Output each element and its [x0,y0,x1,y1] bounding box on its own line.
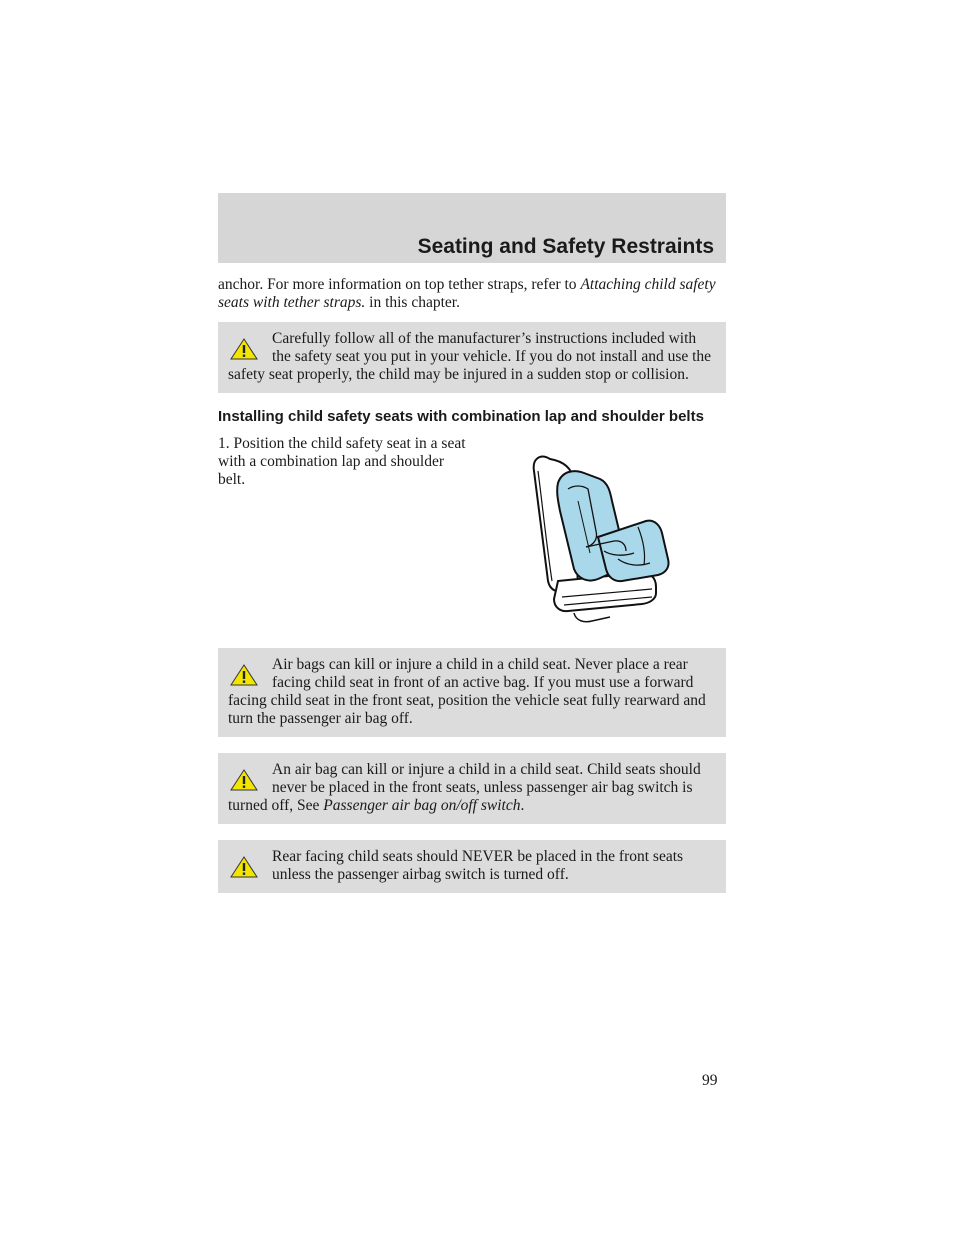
step-1 [218,435,726,600]
warning-text-before: An air bag can kill or injure a child in a child seat. Child seats should never be placed in the front seats, unless passenger air bag switch is turned off, See [228,761,701,814]
page-title: Seating and Safety Restraints [417,235,714,258]
section-heading: Installing child safety seats with combination lap and shoulder belts [218,408,704,425]
child-seat-illustration [518,441,678,629]
intro-text-before: anchor. For more information on top tether straps, refer to [218,276,581,293]
intro-text-after: in this chapter. [365,294,460,311]
warning-triangle-icon [230,856,258,878]
intro-paragraph [218,276,726,312]
page-header-band [218,193,726,263]
warning-triangle-icon [230,769,258,791]
warning-box-airbag-active [218,648,726,737]
warning-triangle-icon [230,338,258,360]
warning-text [228,761,716,815]
page-content [218,276,726,909]
warning-text-after: . [520,797,525,814]
intro-reference-link: Attaching child safety seats with tether straps. [218,276,716,311]
step-1-text: 1. Position the child safety seat in a seat with a combination lap and shoulder belt. [218,435,466,488]
warning-triangle-icon [230,664,258,686]
warning-reference-link: Passenger air bag on/off switch [323,797,521,814]
warning-text: Air bags can kill or injure a child in a child seat. Never place a rear facing child seat in front of an active bag. If you must use a forward facing child seat in the front seat, position the vehicle seat fully rearward and turn the passenger air bag off. [228,656,706,727]
warning-text: Carefully follow all of the manufacturer’s instructions included with the safety seat you put in your vehicle. If you do not install and use the safety seat properly, the child may be injured in a sudden stop or collision. [228,330,712,383]
page-number: 99 [702,1072,718,1089]
warning-box-airbag-switch [218,753,726,824]
warning-box-rear-facing [218,840,726,893]
warning-text: Rear facing child seats should NEVER be placed in the front seats unless the passenger airbag switch is turned off. [272,848,684,883]
warning-box-instructions [218,322,726,393]
